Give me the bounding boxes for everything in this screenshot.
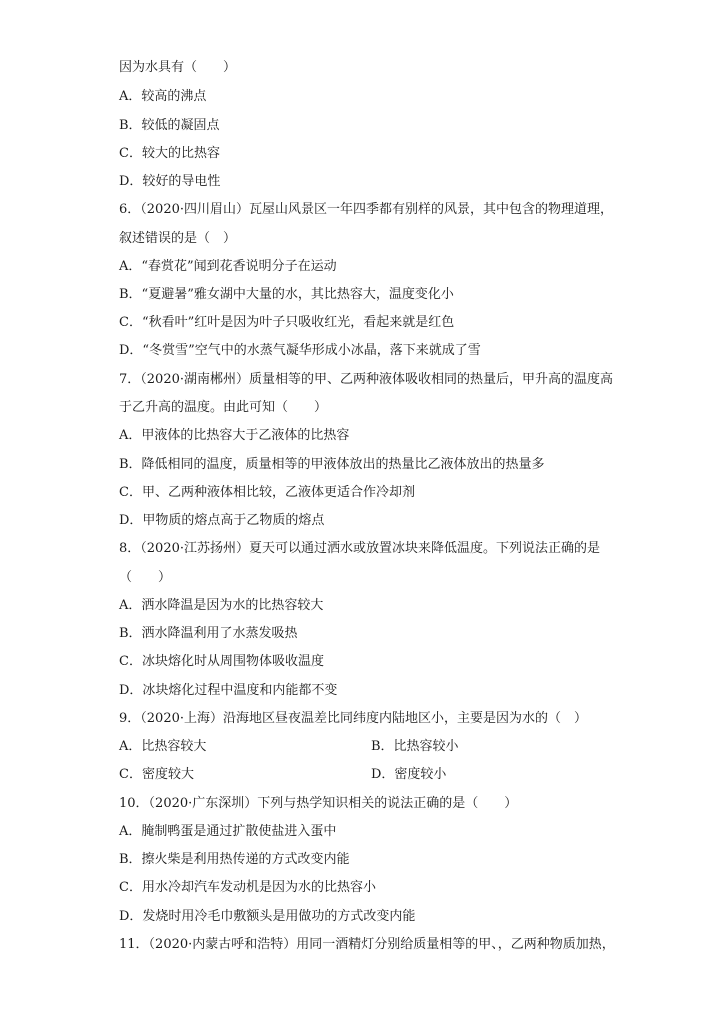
q6-stem-line-2: 叙述错误的是（ ）: [119, 231, 237, 246]
q11-stem-line-1: 11．（2020·内蒙古呼和浩特）用同一酒精灯分别给质量相等的甲、，乙两种物质加热，: [119, 937, 615, 952]
q5-option-b: B．较低的凝固点: [119, 118, 220, 133]
q5-option-d: D．较好的导电性: [119, 174, 221, 189]
q5-option-c: C．较大的比热容: [119, 146, 220, 161]
q7-stem-line-2: 于乙升高的温度。由此可知（ ）: [119, 400, 328, 415]
q6-option-c: C．“秋看叶”红叶是因为叶子只吸收红光，看起来就是红色: [119, 315, 455, 330]
q6-option-b: B．“夏避暑”雅女湖中大量的水，其比热容大，温度变化小: [119, 287, 454, 302]
q9-option-c: C．密度较大: [119, 767, 194, 782]
q7-option-d: D．甲物质的熔点高于乙物质的熔点: [119, 513, 325, 528]
q9-option-a: A．比热容较大: [119, 739, 207, 754]
q6-option-a: A．“春赏花”闻到花香说明分子在运动: [119, 259, 337, 274]
q7-option-a: A．甲液体的比热容大于乙液体的比热容: [119, 428, 350, 443]
q6-stem-line-1: 6．（2020·四川眉山）瓦屋山风景区一年四季都有别样的风景，其中包含的物理道理，: [119, 202, 613, 217]
q7-option-b: B．降低相同的温度，质量相等的甲液体放出的热量比乙液体放出的热量多: [119, 457, 545, 472]
q7-stem-line-1: 7．（2020·湖南郴州）质量相等的甲、乙两种液体吸收相同的热量后，甲升高的温度高: [119, 372, 613, 387]
q10-option-d: D．发烧时用冷毛巾敷额头是用做功的方式改变内能: [119, 909, 416, 924]
q8-stem-line-2: （ ）: [119, 570, 172, 585]
q9-option-d: D．密度较小: [371, 767, 447, 782]
q6-option-d: D．“冬赏雪”空气中的水蒸气凝华形成小冰晶，落下来就成了雪: [119, 343, 481, 358]
q8-option-d: D．冰块熔化过程中温度和内能都不变: [119, 683, 338, 698]
q5-option-a: A．较高的沸点: [119, 89, 207, 104]
q10-option-a: A．腌制鸭蛋是通过扩散使盐进入蛋中: [119, 824, 337, 839]
q8-option-a: A．洒水降温是因为水的比热容较大: [119, 598, 324, 613]
q8-option-b: B．洒水降温利用了水蒸发吸热: [119, 626, 298, 641]
q8-stem-line-1: 8．（2020·江苏扬州）夏天可以通过洒水或放置冰块来降低温度。下列说法正确的是: [119, 541, 600, 556]
q7-option-c: C．甲、乙两种液体相比较，乙液体更适合作冷却剂: [119, 485, 415, 500]
q5-stem-tail: 因为水具有（ ）: [119, 60, 237, 75]
q9-option-b: B．比热容较小: [371, 739, 459, 754]
q10-option-c: C．用水冷却汽车发动机是因为水的比热容小: [119, 880, 376, 895]
q10-stem-line-1: 10．（2020·广东深圳）下列与热学知识相关的说法正确的是（ ）: [119, 796, 518, 811]
q10-option-b: B．擦火柴是利用热传递的方式改变内能: [119, 852, 350, 867]
q8-option-c: C．冰块熔化时从周围物体吸收温度: [119, 654, 324, 669]
q9-stem-line-1: 9．（2020·上海）沿海地区昼夜温差比同纬度内陆地区小，主要是因为水的（ ）: [119, 711, 587, 726]
